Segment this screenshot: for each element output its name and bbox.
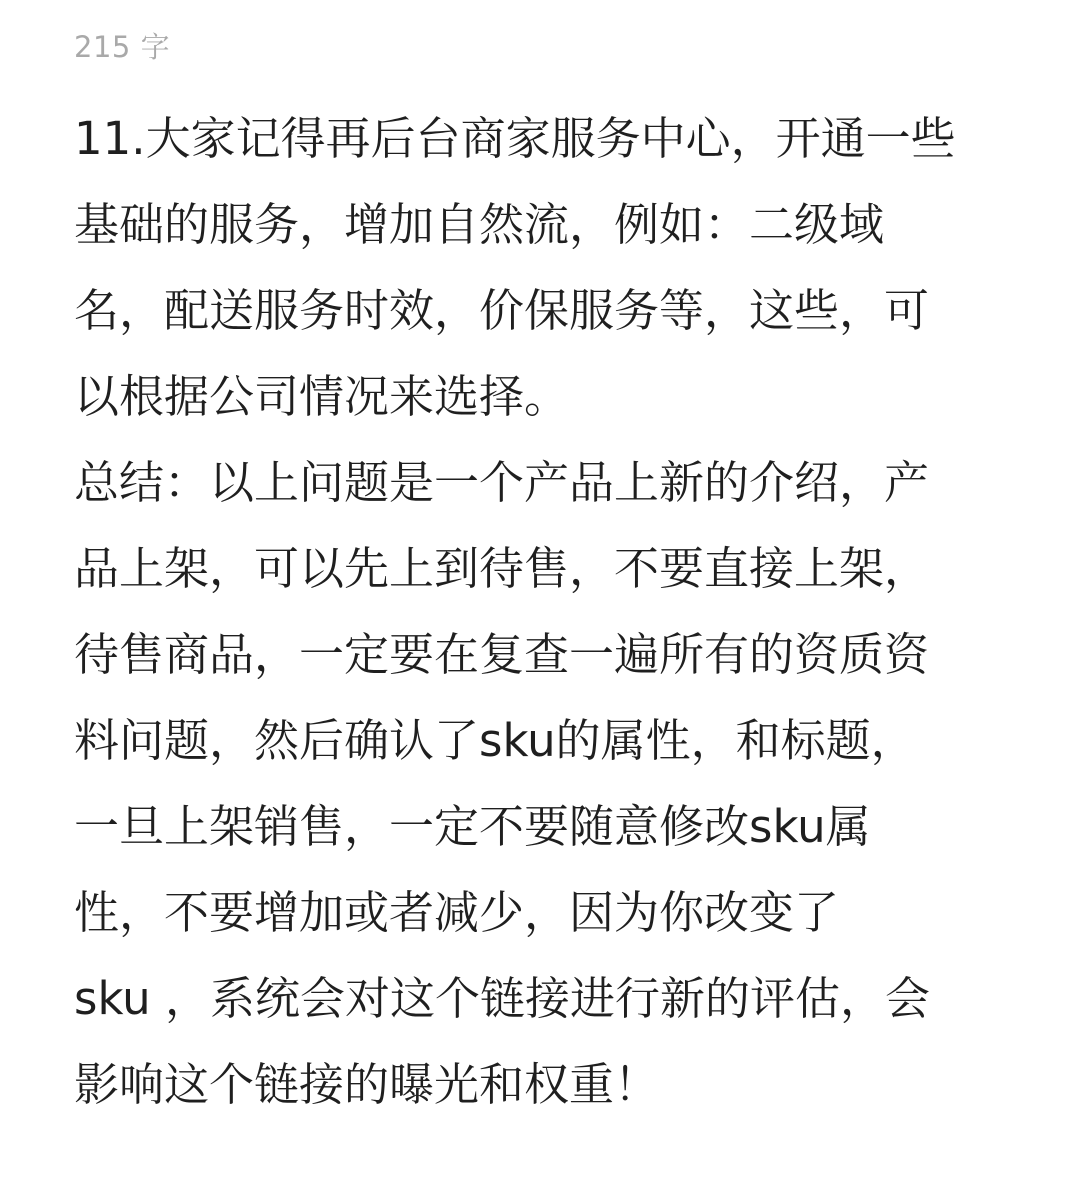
note-line: 以根据公司情况来选择。 xyxy=(74,370,570,423)
note-line: 一旦上架销售，一定不要随意修改sku属 xyxy=(74,800,871,853)
note-body[interactable] xyxy=(74,96,1014,1128)
note-line: 料问题，然后确认了sku的属性，和标题， xyxy=(74,714,916,767)
note-line: 品上架，可以先上到待售，不要直接上架， xyxy=(74,542,930,595)
note-line: 11.大家记得再后台商家服务中心，开通一些 xyxy=(74,112,956,165)
note-line: 基础的服务，增加自然流，例如：二级域 xyxy=(74,198,885,251)
note-line: 性，不要增加或者减少，因为你改变了 xyxy=(74,886,840,939)
note-line: 名，配送服务时效，价保服务等，这些，可 xyxy=(74,284,930,337)
word-count: 215 字 xyxy=(74,30,171,64)
note-line: 影响这个链接的曝光和权重！ xyxy=(74,1058,660,1111)
note-line: 待售商品，一定要在复查一遍所有的资质资 xyxy=(74,628,930,681)
note-line: 总结：以上问题是一个产品上新的介绍，产 xyxy=(74,456,930,509)
note-line: sku ，系统会对这个链接进行新的评估，会 xyxy=(74,972,930,1025)
